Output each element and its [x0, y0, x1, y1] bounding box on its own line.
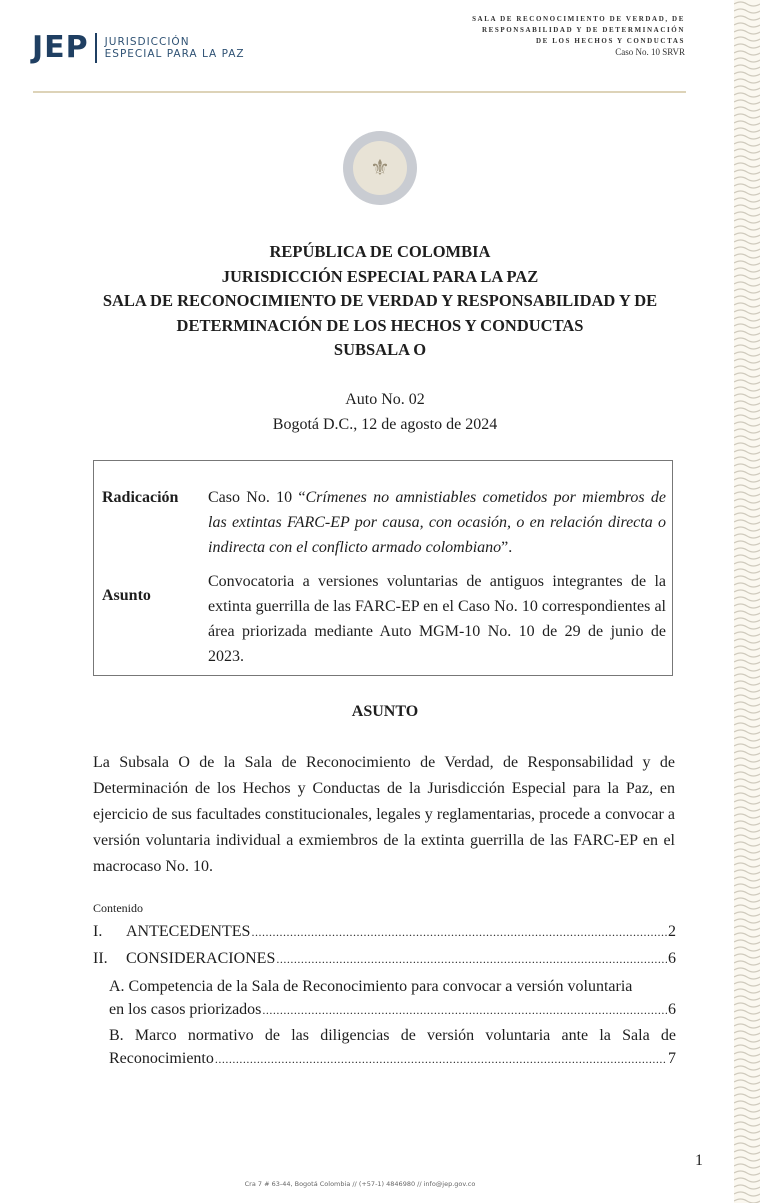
logo-text — [105, 36, 245, 60]
radicacion-asunto-box — [93, 460, 673, 676]
toc-item-marco-normativo[interactable] — [109, 1024, 676, 1071]
toc-title-line-2: Reconocimiento — [109, 1050, 214, 1067]
logo-divider — [95, 33, 97, 63]
header-line-3: DE LOS HECHOS Y CONDUCTAS — [535, 37, 685, 45]
toc-label: Contenido — [93, 901, 143, 915]
footer-contact: Cra 7 # 63-44, Bogotá Colombia // (+57-1) 4846980 // info@jep.gov.co — [244, 1180, 476, 1188]
radicacion-suffix: ”. — [501, 539, 513, 556]
toc-leader — [276, 947, 667, 971]
logo-mark: JEP — [32, 30, 89, 65]
asunto-paragraph: La Subsala O de la Sala de Reconocimiento de Verdad, de Responsabilidad y de Determinación de los Hechos y Conductas de la Jurisdicción Especial para la Paz, en ejercicio de sus facultades constitucionales, legales y reglamentarias, procede a convocar a versión voluntaria individual a exmiembros de la extinta guerrilla de las FARC-EP en el macrocaso No. 10. — [93, 754, 675, 875]
toc-leader — [215, 1047, 667, 1071]
auto-date: Bogotá D.C., 12 de agosto de 2024 — [272, 416, 498, 433]
coat-of-arms-icon: ⚜ — [353, 141, 407, 195]
title-republic: REPÚBLICA DE COLOMBIA — [269, 242, 491, 261]
toc-item-competencia[interactable] — [109, 975, 676, 1022]
title-subsala: SUBSALA O — [333, 340, 427, 359]
colombia-seal — [343, 131, 417, 205]
toc-title: CONSIDERACIONES — [126, 950, 276, 967]
title-jurisdiction: JURISDICCIÓN ESPECIAL PARA LA PAZ — [221, 266, 539, 286]
section-heading-asunto: ASUNTO — [351, 703, 419, 720]
asunto-label: Asunto — [102, 587, 151, 604]
header-line-2: RESPONSABILIDAD Y DE DETERMINACIÓN — [481, 26, 685, 34]
page-number: 1 — [695, 1152, 703, 1169]
toc-title-line-2: en los casos priorizados — [109, 1001, 262, 1018]
toc-number: II. — [93, 950, 108, 967]
logo-line-1: JURISDICCIÓN — [104, 36, 190, 48]
logo-line-2: ESPECIAL PARA LA PAZ — [104, 48, 245, 60]
toc-leader — [251, 920, 667, 944]
header-case-number: Caso No. 10 SRVR — [615, 47, 685, 57]
asunto-row — [94, 569, 672, 669]
document-titles — [0, 240, 760, 363]
toc-title-line-1: A. Competencia de la Sala de Reconocimiento para convocar a versión voluntaria — [109, 978, 633, 995]
toc-item-consideraciones[interactable] — [93, 947, 676, 971]
radicacion-value — [208, 485, 666, 560]
header-line-1: SALA DE RECONOCIMIENTO DE VERDAD, DE — [472, 15, 685, 23]
radicacion-row — [94, 485, 672, 560]
toc-item-antecedentes[interactable] — [93, 920, 676, 944]
title-chamber-line-1: SALA DE RECONOCIMIENTO DE VERDAD Y RESPONSABILIDAD Y DE — [102, 291, 658, 310]
auto-number: Auto No. 02 — [345, 391, 425, 408]
toc-title: ANTECEDENTES — [126, 923, 251, 940]
auto-info — [0, 387, 760, 437]
title-chamber-line-2: DETERMINACIÓN DE LOS HECHOS Y CONDUCTAS — [176, 315, 584, 335]
asunto-value: Convocatoria a versiones voluntarias de antiguos integrantes de la extinta guerrilla de las FARC-EP en el Caso No. 10 correspondientes al área priorizada mediante Auto MGM-10 No. 10 de 29 de junio de 2023. — [208, 573, 666, 665]
toc-number: I. — [93, 923, 103, 940]
radicacion-prefix: Caso No. 10 “ — [208, 489, 306, 506]
toc-page: 7 — [668, 1050, 676, 1067]
jep-logo — [32, 30, 245, 65]
header-separator — [33, 91, 686, 93]
header-chamber-info — [472, 14, 685, 58]
toc-page: 6 — [668, 950, 676, 967]
radicacion-case-title: Crímenes no amnistiables cometidos por miembros de las extintas FARC-EP por causa, con ocasión, o en relación directa o indirecta con el conflicto armado colombiano — [208, 489, 667, 556]
toc-page: 2 — [668, 923, 676, 940]
decorative-wave-border — [734, 0, 760, 1203]
radicacion-label: Radicación — [102, 489, 179, 506]
toc-leader — [262, 998, 667, 1022]
toc-title-line-1: B. Marco normativo de las diligencias de versión voluntaria ante la Sala de — [109, 1027, 676, 1044]
toc-page: 6 — [668, 1001, 676, 1018]
